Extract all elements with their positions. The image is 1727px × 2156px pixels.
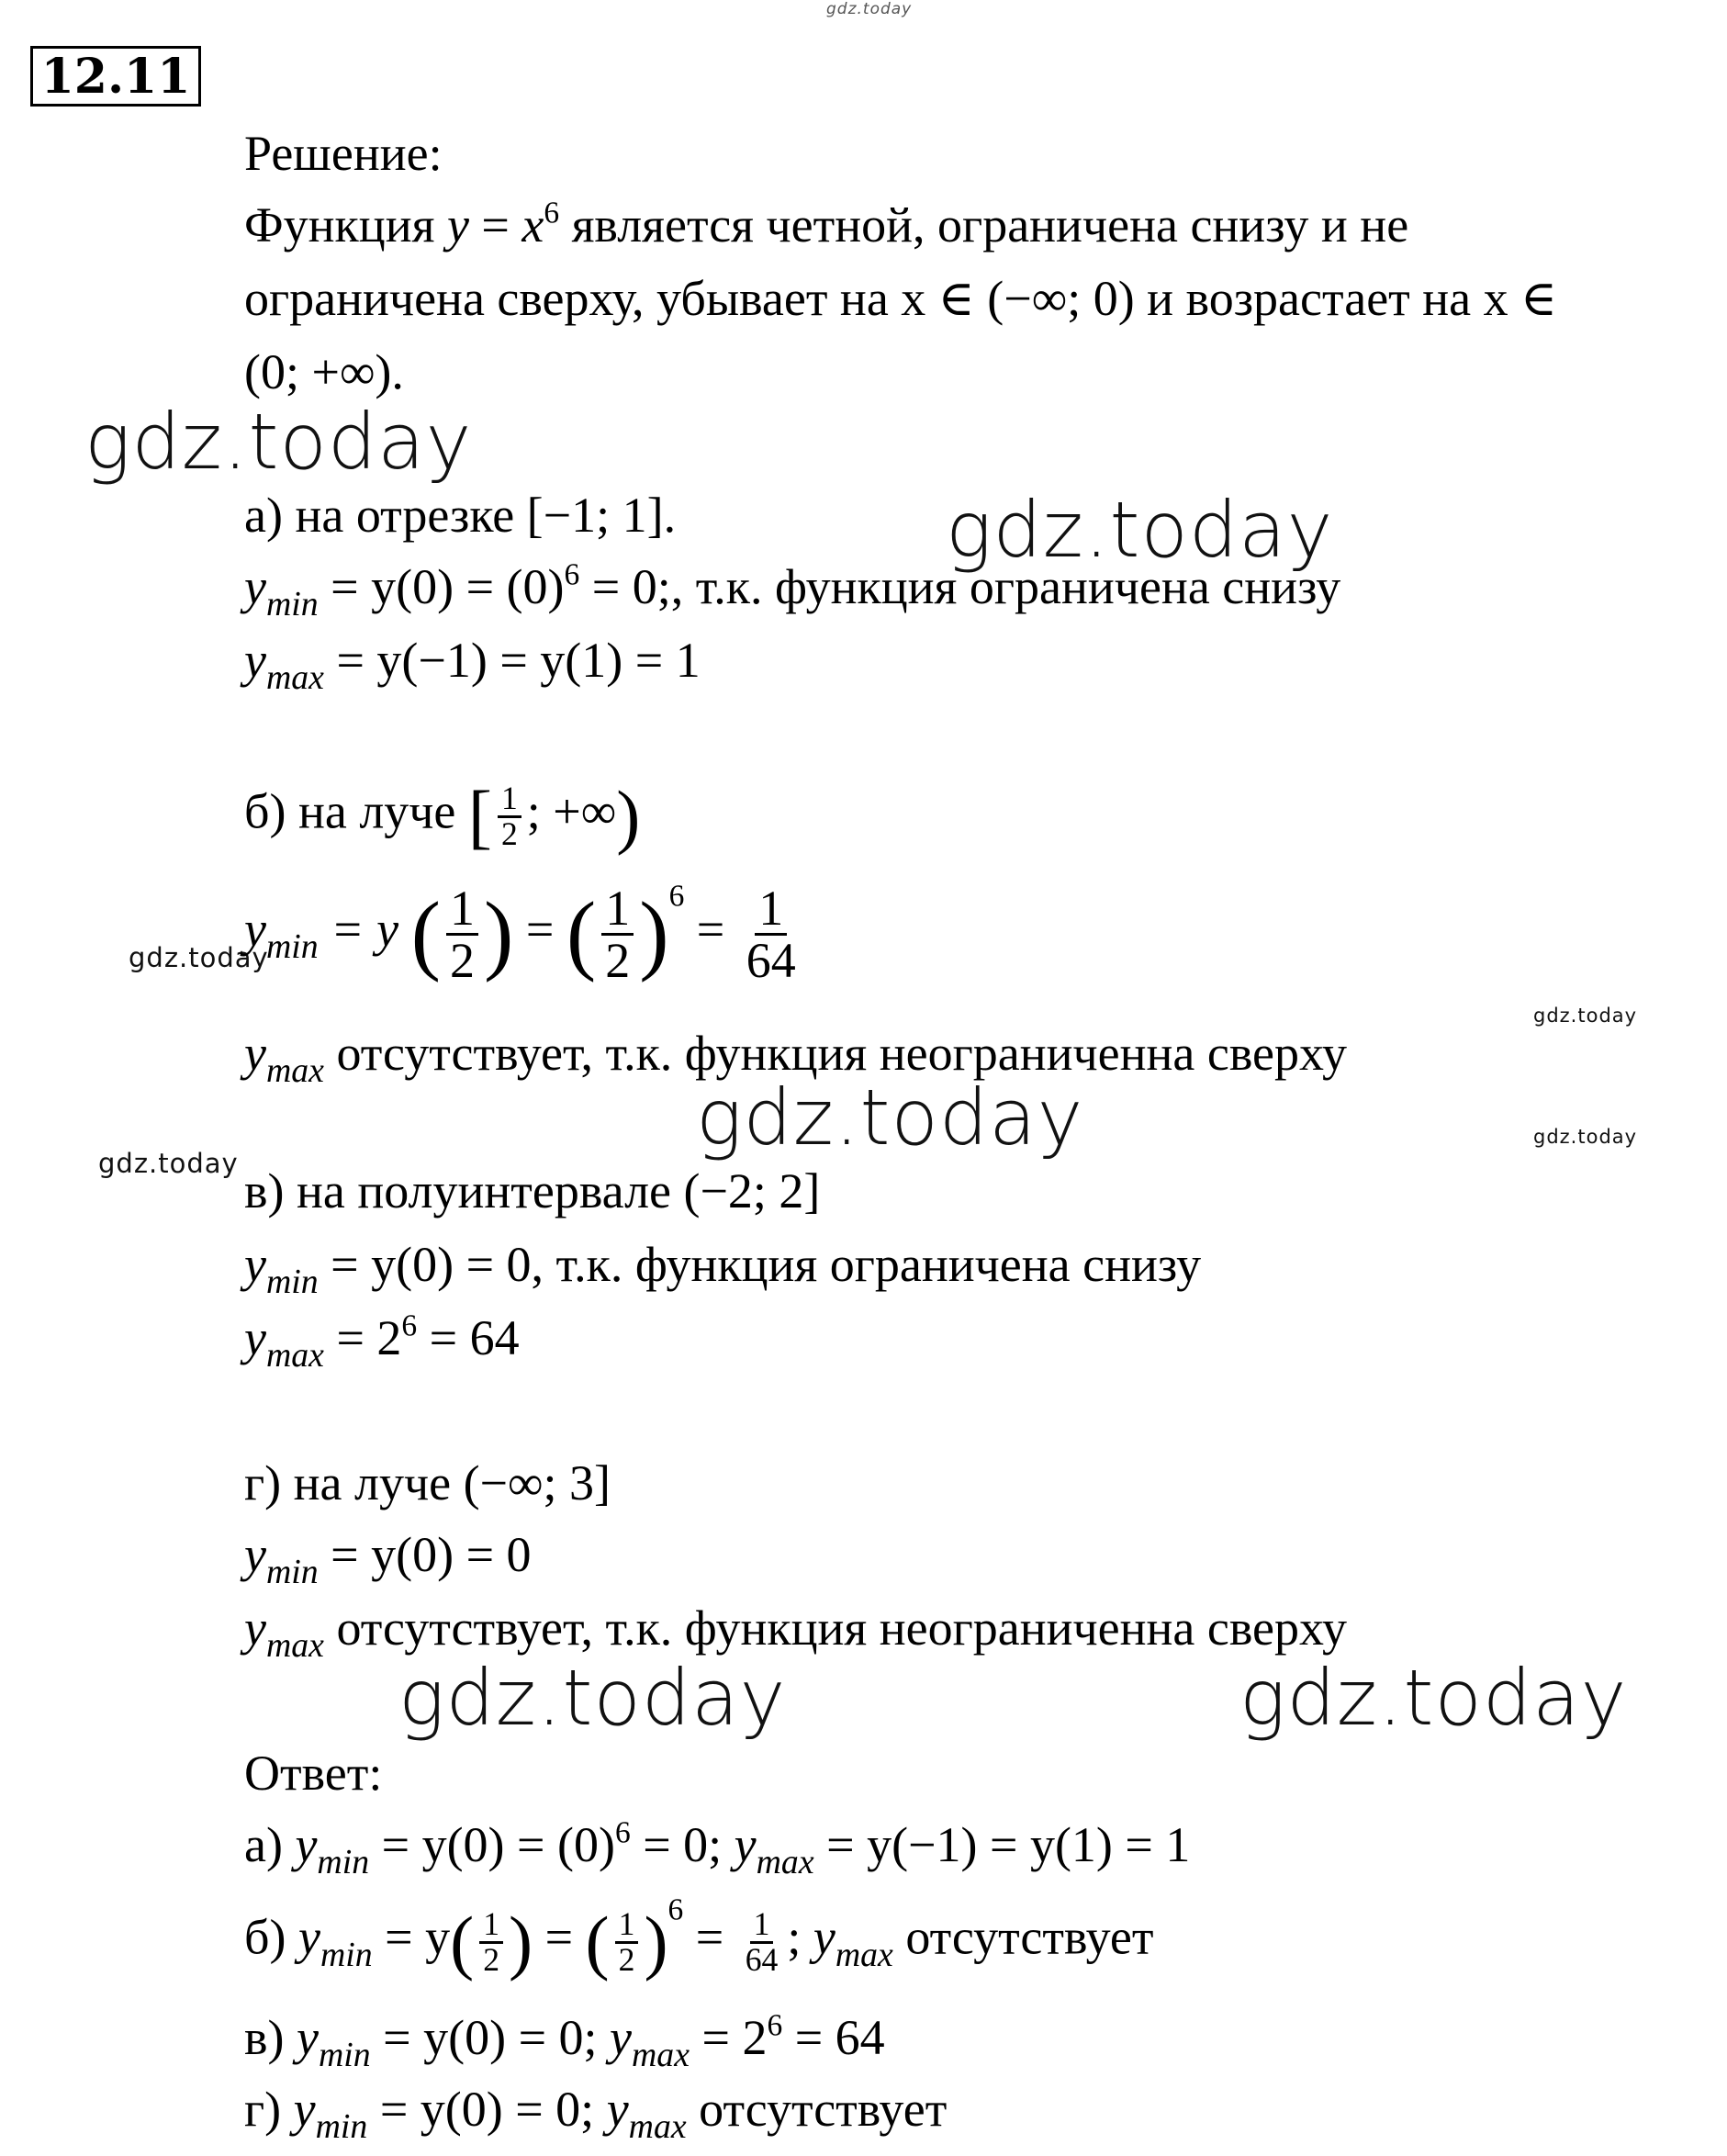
exponent: 6 <box>614 1815 631 1850</box>
paren-close: ) <box>644 1902 668 1982</box>
result-fraction <box>742 1905 782 1978</box>
numerator: 1 <box>755 883 787 936</box>
min-subscript: min <box>265 1263 319 1302</box>
fraction <box>498 782 521 850</box>
paren-close: ) <box>483 883 514 983</box>
part-v-max <box>244 1308 520 1376</box>
function-y: y <box>446 197 469 253</box>
expression: = y(−1) = y(1) = 1 <box>323 633 701 688</box>
exponent: 6 <box>401 1308 418 1343</box>
numerator: 1 <box>479 1908 503 1944</box>
answer-label: б) <box>244 1909 298 1965</box>
interval-rest: ; +∞ <box>526 783 617 839</box>
y-symbol: y <box>244 901 266 957</box>
function-x: x <box>521 197 544 253</box>
exponent: 6 <box>767 2008 783 2043</box>
min-subscript: min <box>318 2036 371 2075</box>
expression: отсутствует, т.к. функция неограниченна сверху <box>323 1026 1347 1081</box>
expression: = y <box>318 901 399 957</box>
part-a-max <box>244 635 701 696</box>
intro-line-2: ограничена сверху, убывает на x ∈ (−∞; 0) и возрастает на x ∈ <box>244 271 1558 326</box>
answer-b <box>244 1892 1154 1982</box>
expression: = 0; <box>630 1817 735 1872</box>
y-symbol: y <box>296 2010 319 2065</box>
part-b-title <box>244 776 641 856</box>
part-g-min <box>244 1527 532 1592</box>
y-symbol: y <box>297 1909 320 1965</box>
part-b-min <box>244 879 805 988</box>
equals: = <box>468 197 522 253</box>
numerator: 1 <box>498 782 521 818</box>
part-g-title: г) на луче (−∞; 3] <box>244 1455 611 1510</box>
part-v-title: в) на полуинтервале (−2; 2] <box>244 1163 821 1218</box>
exponent: 6 <box>544 196 560 230</box>
part-b-max <box>244 1028 1347 1089</box>
watermark-xsmall-2: gdz.today <box>1533 1126 1638 1148</box>
solution-heading: Решение: <box>244 126 443 181</box>
y-symbol: y <box>244 1237 266 1292</box>
max-subscript: max <box>265 658 324 698</box>
denominator: 2 <box>500 814 518 852</box>
equals: = <box>684 901 737 957</box>
min-subscript: min <box>320 1935 373 1974</box>
watermark-large-1: gdz.today <box>84 397 473 487</box>
exponent: 6 <box>667 1892 684 1927</box>
y-symbol: y <box>244 1026 266 1081</box>
denominator: 2 <box>618 1940 635 1978</box>
watermark-small-2: gdz.today <box>98 1148 239 1179</box>
paren-close: ) <box>639 883 669 983</box>
watermark-large-2: gdz.today <box>946 485 1334 575</box>
denominator: 64 <box>745 1940 779 1978</box>
expression: = y(0) = (0) <box>318 559 565 614</box>
min-subscript: min <box>317 1843 370 1882</box>
y-symbol: y <box>244 1600 266 1656</box>
result-fraction <box>743 881 800 988</box>
denominator: 2 <box>449 933 475 988</box>
max-subscript: max <box>265 1336 324 1376</box>
max-subscript: max <box>632 2036 690 2075</box>
separator: ; <box>787 1909 813 1965</box>
paren-close: ) <box>509 1902 533 1982</box>
paren-open: ( <box>410 883 441 983</box>
min-subscript: min <box>315 2107 368 2147</box>
intro-line-1 <box>244 196 1409 253</box>
denominator: 64 <box>746 933 796 988</box>
y-symbol: y <box>813 1909 835 1965</box>
intro-text: Функция <box>244 197 447 253</box>
equals: = <box>683 1909 736 1965</box>
watermark-small-1: gdz.today <box>129 942 269 973</box>
y-symbol: y <box>734 1817 757 1872</box>
min-subscript: min <box>265 1553 319 1592</box>
answer-heading: Ответ: <box>244 1746 383 1801</box>
expression: = 64 <box>782 2010 885 2065</box>
min-subscript: min <box>265 927 319 967</box>
max-subscript: max <box>756 1843 814 1882</box>
fraction <box>479 1905 503 1978</box>
expression: = y(0) = 0; <box>367 2082 607 2137</box>
watermark-large-3: gdz.today <box>696 1072 1084 1162</box>
expression: = y(0) = (0) <box>369 1817 615 1872</box>
intro-line-3: (0; +∞). <box>244 344 404 399</box>
equals: = <box>513 901 566 957</box>
part-a-min <box>244 557 1341 624</box>
denominator: 2 <box>483 1940 499 1978</box>
answer-v <box>244 2008 885 2075</box>
answer-label: г) <box>244 2082 294 2137</box>
numerator: 1 <box>750 1908 774 1944</box>
intro-text: является четной, ограничена снизу и не <box>559 197 1409 253</box>
paren-open: ( <box>566 883 597 983</box>
max-subscript: max <box>265 1626 324 1666</box>
bracket: ) <box>616 776 641 856</box>
equals: = <box>533 1909 586 1965</box>
numerator: 1 <box>446 883 478 936</box>
answer-label: в) <box>244 2010 297 2065</box>
watermark-large-5: gdz.today <box>1239 1653 1628 1743</box>
max-subscript: max <box>628 2107 687 2147</box>
expression: отсутствует <box>892 1909 1154 1965</box>
bracket: [ <box>467 776 492 856</box>
answer-a <box>244 1815 1191 1882</box>
watermark-top: gdz.today <box>826 0 913 18</box>
numerator: 1 <box>615 1908 639 1944</box>
y-symbol: y <box>606 2082 629 2137</box>
exponent: 6 <box>564 557 580 592</box>
y-symbol: y <box>244 559 266 614</box>
fraction <box>615 1905 639 1978</box>
part-b-label: б) на луче <box>244 783 468 839</box>
fraction <box>446 881 478 988</box>
expression: = 2 <box>323 1310 402 1365</box>
y-symbol: y <box>295 1817 318 1872</box>
expression: отсутствует <box>686 2082 948 2137</box>
expression: = y <box>372 1909 451 1965</box>
answer-label: а) <box>244 1817 296 1872</box>
watermark-large-4: gdz.today <box>398 1653 787 1743</box>
answer-g <box>244 2084 947 2145</box>
problem-number: 12.11 <box>30 46 201 107</box>
fraction <box>601 881 634 988</box>
y-symbol: y <box>293 2082 316 2137</box>
expression: = y(0) = 0, т.к. функция ограничена снизу <box>318 1237 1202 1292</box>
expression: = 0;, т.к. функция ограничена снизу <box>579 559 1341 614</box>
min-subscript: min <box>265 585 319 624</box>
part-v-min <box>244 1237 1202 1302</box>
y-symbol: y <box>610 2010 633 2065</box>
max-subscript: max <box>265 1051 324 1091</box>
max-subscript: max <box>835 1935 893 1974</box>
part-g-max <box>244 1600 1347 1666</box>
watermark-xsmall-1: gdz.today <box>1533 1005 1638 1027</box>
expression: = 64 <box>417 1310 520 1365</box>
expression: = y(0) = 0 <box>318 1527 532 1582</box>
expression: = 2 <box>690 2010 768 2065</box>
expression: отсутствует, т.к. функция неограниченна сверху <box>323 1600 1347 1656</box>
y-symbol: y <box>244 633 266 688</box>
y-symbol: y <box>244 1527 266 1582</box>
paren-open: ( <box>450 1902 475 1982</box>
part-a-title: а) на отрезке [−1; 1]. <box>244 488 677 543</box>
paren-open: ( <box>585 1902 610 1982</box>
expression: = y(0) = 0; <box>370 2010 611 2065</box>
denominator: 2 <box>605 933 631 988</box>
y-symbol: y <box>244 1310 266 1365</box>
expression: = y(−1) = y(1) = 1 <box>813 1817 1191 1872</box>
exponent: 6 <box>668 879 685 914</box>
numerator: 1 <box>601 883 634 936</box>
